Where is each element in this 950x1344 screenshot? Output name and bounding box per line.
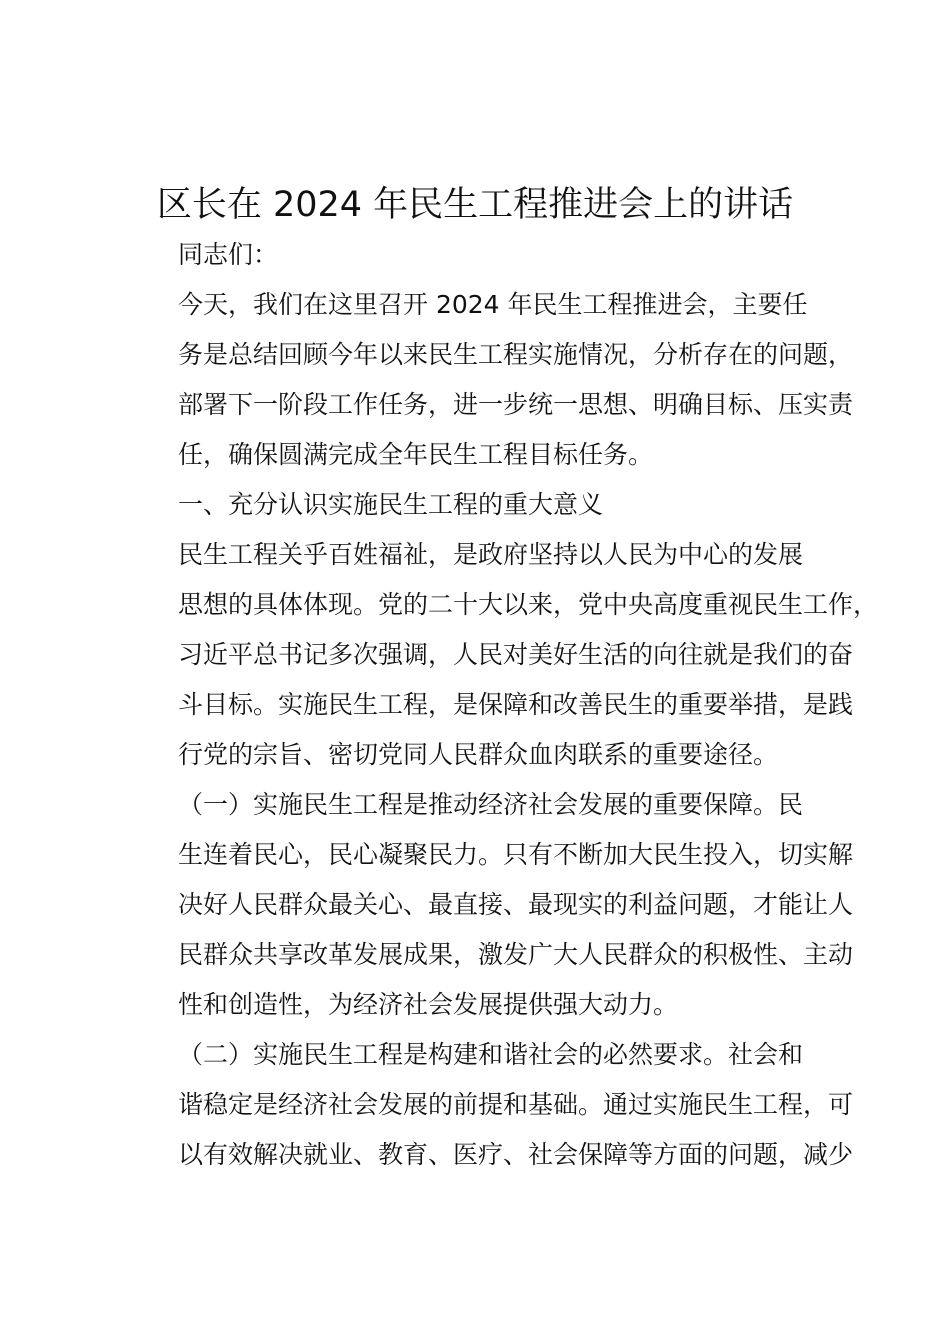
paragraph-line: 一、充分认识实施民生工程的重大意义 (178, 490, 604, 519)
paragraph-line: 习近平总书记多次强调，人民对美好生活的向往就是我们的奋 (178, 640, 854, 669)
paragraph-line: 决好人民群众最关心、最直接、最现实的利益问题，才能让人 (178, 890, 854, 919)
section-heading-1 (128, 480, 888, 530)
paragraph-line: （二）实施民生工程是构建和谐社会的必然要求。社会和 (178, 1040, 804, 1069)
subsection-1-paragraph (128, 780, 888, 1030)
paragraph-line: 行党的宗旨、密切党同人民群众血肉联系的重要途径。 (178, 740, 779, 769)
paragraph-line: 性和创造性，为经济社会发展提供强大动力。 (178, 990, 679, 1019)
paragraph-line: 生连着民心，民心凝聚民力。只有不断加大民生投入，切实解 (178, 840, 854, 869)
subsection-2-paragraph (128, 1030, 888, 1180)
paragraph-line: 谐稳定是经济社会发展的前提和基础。通过实施民生工程，可 (178, 1090, 854, 1119)
document-title: 区长在 2024 年民生工程推进会上的讲话 (156, 185, 794, 225)
paragraph-line: 思想的具体体现。党的二十大以来，党中央高度重视民生工作， (178, 590, 879, 619)
salutation-paragraph (128, 230, 888, 280)
section-1-paragraph (128, 530, 888, 780)
paragraph-line: 同志们： (178, 240, 279, 269)
paragraph-line: 民群众共享改革发展成果，激发广大人民群众的积极性、主动 (178, 940, 854, 969)
paragraph-line: 任，确保圆满完成全年民生工程目标任务。 (178, 440, 654, 469)
paragraph-line: 斗目标。实施民生工程，是保障和改善民生的重要举措，是践 (178, 690, 854, 719)
intro-paragraph (128, 280, 888, 480)
document-body (128, 230, 888, 1180)
paragraph-line: 务是总结回顾今年以来民生工程实施情况，分析存在的问题， (178, 340, 854, 369)
paragraph-line: 今天，我们在这里召开 2024 年民生工程推进会，主要任 (178, 290, 808, 319)
paragraph-line: 以有效解决就业、教育、医疗、社会保障等方面的问题，减少 (178, 1140, 854, 1169)
paragraph-line: 民生工程关乎百姓福祉，是政府坚持以人民为中心的发展 (178, 540, 804, 569)
paragraph-line: （一）实施民生工程是推动经济社会发展的重要保障。民 (178, 790, 804, 819)
paragraph-line: 部署下一阶段工作任务，进一步统一思想、明确目标、压实责 (178, 390, 854, 419)
